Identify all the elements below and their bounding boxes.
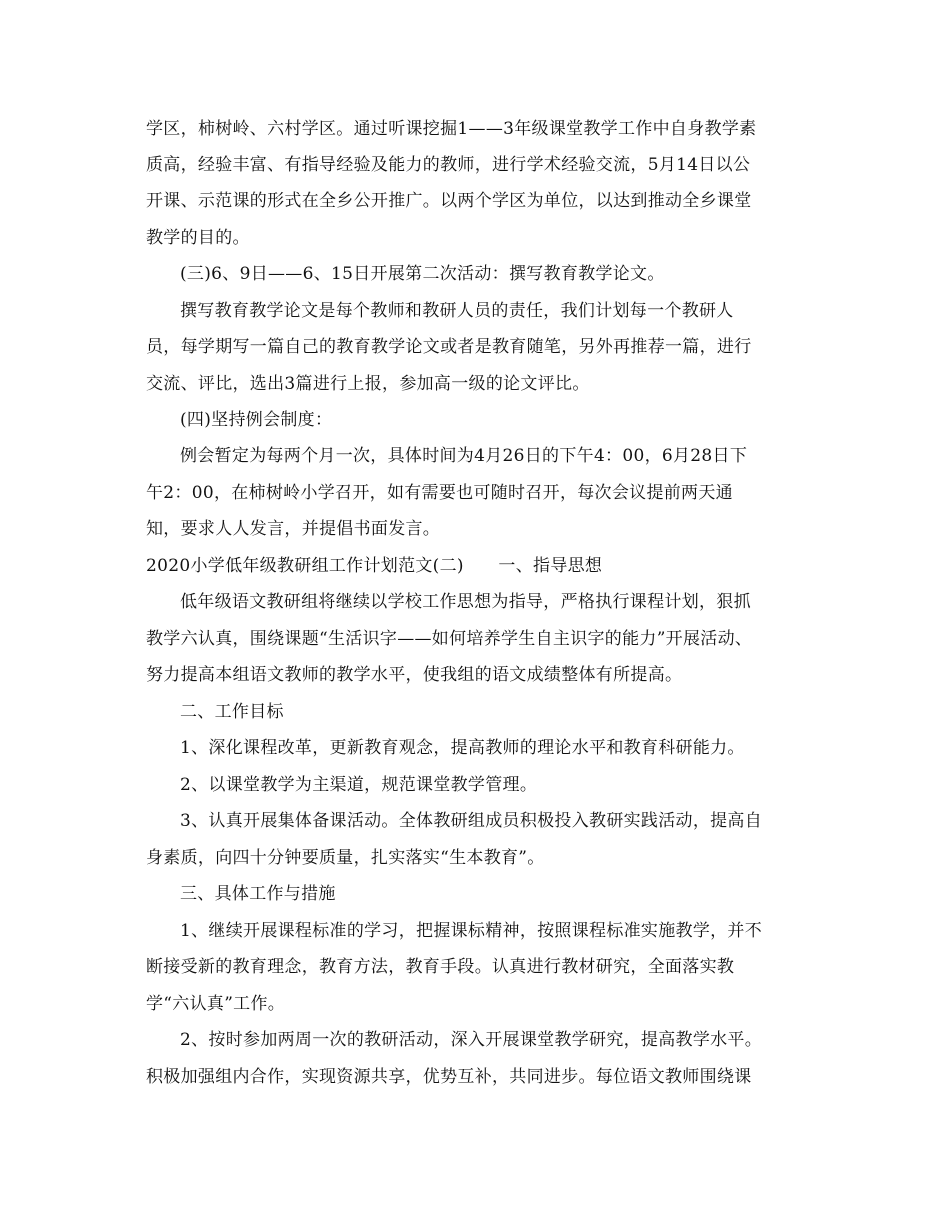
list-item: 3、认真开展集体备课活动。全体教研组成员积极投入教研实践活动，提高自 [180, 811, 763, 831]
text-line: 努力提高本组语文教师的教学水平，使我组的语文成绩整体有所提高。 [146, 665, 683, 685]
text-line: 知，要求人人发言，并提倡书面发言。 [146, 519, 441, 539]
text-line: 学区，柿树岭、六村学区。通过听课挖掘1——3年级课堂教学工作中自身教学素 [146, 119, 757, 139]
text-line: 学“六认真”工作。 [146, 994, 286, 1014]
text-line: 质高，经验丰富、有指导经验及能力的教师，进行学术经验交流，5月14日以公 [146, 155, 751, 175]
text-line: 断接受新的教育理念，教育方法，教育手段。认真进行教材研究，全面落实教 [146, 957, 735, 977]
text-line: 教学的目的。 [146, 228, 250, 248]
text-line: 教学六认真，围绕课题“生活识字——如何培养学生自主识字的能力”开展活动、 [146, 629, 753, 649]
text-line: 员，每学期写一篇自己的教育教学论文或者是教育随笔，另外再推荐一篇，进行 [146, 337, 752, 357]
text-line: 撰写教育教学论文是每个教师和教研人员的责任，我们计划每一个教研人 [180, 301, 734, 321]
list-item: 2、以课堂教学为主渠道，规范课堂教学管理。 [180, 775, 538, 795]
text-line: 低年级语文教研组将继续以学校工作思想为指导，严格执行课程计划，狠抓 [180, 592, 751, 612]
text-line: 积极加强组内合作，实现资源共享，优势互补，共同进步。每位语文教师围绕课 [146, 1067, 752, 1087]
text-line: 交流、评比，选出3篇进行上报，参加高一级的论文评比。 [146, 374, 590, 394]
list-item: 1、深化课程改革，更新教育观念，提高教师的理论水平和教育科研能力。 [180, 738, 745, 758]
document-title: 2020小学低年级教研组工作计划范文(二) 一、指导思想 [146, 556, 603, 576]
section-heading: (四)坚持例会制度： [180, 410, 333, 430]
section-heading: 二、工作目标 [180, 702, 284, 722]
text-line: 例会暂定为每两个月一次，具体时间为4月26日的下午4：00，6月28日下 [180, 446, 748, 466]
list-item: 1、继续开展课程标准的学习，把握课标精神，按照课程标准实施教学，并不 [180, 921, 763, 941]
list-item: 2、按时参加两周一次的教研活动，深入开展课堂教学研究，提高教学水平。 [180, 1030, 763, 1050]
text-line: 身素质，向四十分钟要质量，扎实落实“生本教育”。 [146, 848, 545, 868]
text-line: 开课、示范课的形式在全乡公开推广。以两个学区为单位，以达到推动全乡课堂 [146, 191, 752, 211]
section-heading: 三、具体工作与措施 [180, 884, 336, 904]
text-line: 午2：00，在柿树岭小学召开，如有需要也可随时召开，每次会议提前两天通 [146, 483, 733, 503]
section-heading: (三)6、9日——6、15日开展第二次活动：撰写教育教学论文。 [180, 264, 665, 284]
